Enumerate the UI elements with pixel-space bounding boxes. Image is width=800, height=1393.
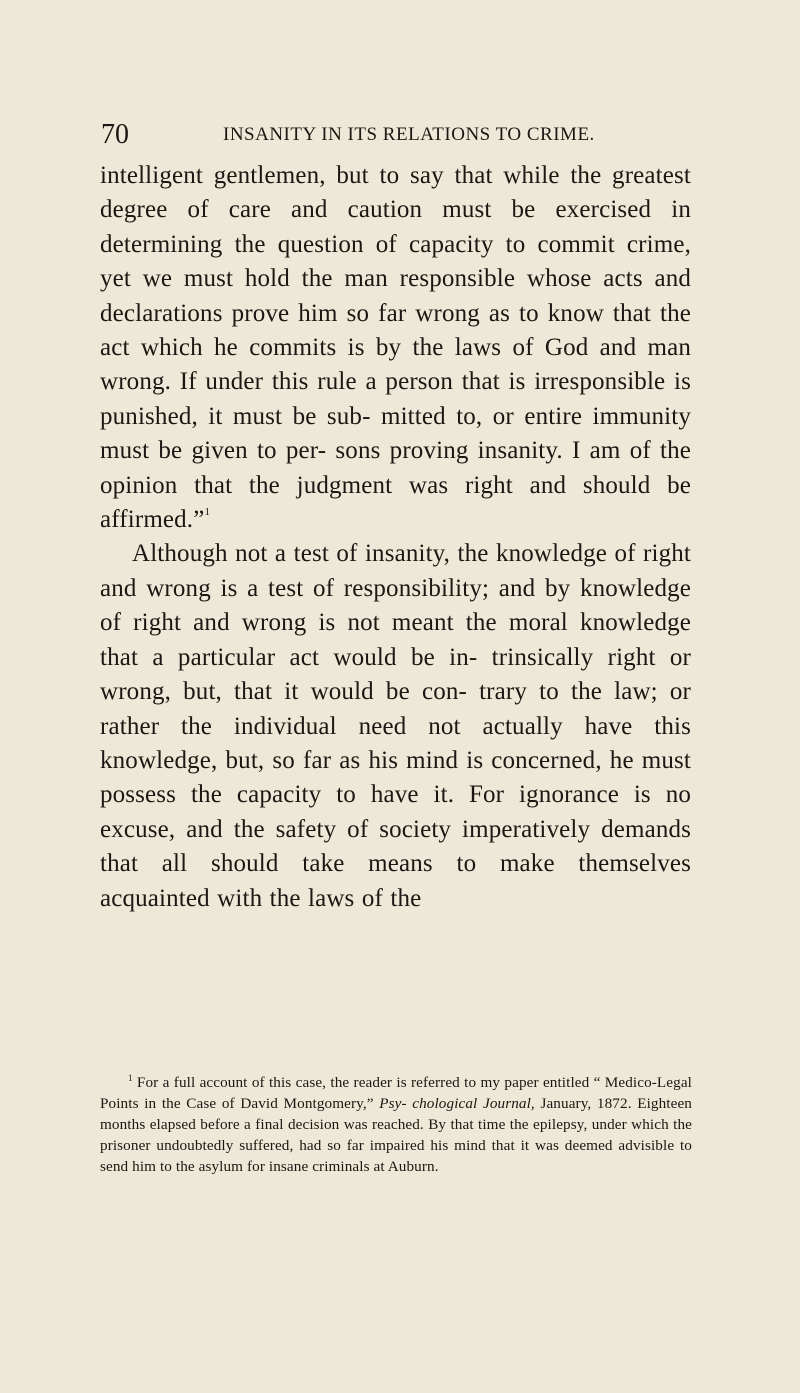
running-head: INSANITY IN ITS RELATIONS TO CRIME. <box>223 124 595 145</box>
footnote-marker: 1 <box>128 1073 133 1083</box>
footnote-text-before: For a full account of this case, the reader is referred to my paper entitled “ Medico-Legal Points in the Case of David Montgomery,” <box>100 1074 692 1112</box>
page-header <box>101 118 661 152</box>
paragraph-2: Although not a test of insanity, the knowledge of right and wrong is a test of responsibility; and by knowledge of right and wrong is not meant the moral knowledge that a particular act would be in- trinsically right or wrong, but, that it would be con- trary to the law; or rather the individual need not actually have this knowledge, but, so far as his mind is concerned, he must possess the capacity to have it. For ignorance is no excuse, and the safety of society imperatively demands that all should take means to make themselves acquainted with the laws of the <box>100 540 691 912</box>
main-text <box>100 159 691 916</box>
footnote-journal-title: Psy- chological Journal, <box>379 1095 535 1112</box>
footnote <box>100 1072 692 1177</box>
page-number: 70 <box>101 119 129 150</box>
footnote-text-after: January, 1872. Eighteen months elapsed before a final decision was reached. By that time the epilepsy, under which the prisoner undoubtedly suffered, had so far impaired his mind that it was deemed advisible to send him to the asylum for insane criminals at Auburn. <box>100 1095 692 1175</box>
paragraph-continued <box>100 159 691 537</box>
footnote-paragraph <box>100 1072 692 1177</box>
footnote-reference: 1 <box>204 506 211 519</box>
paragraph-1-text: intelligent gentlemen, but to say that while the greatest degree of care and caution must be exercised in determining the question of capacity to commit crime, yet we must hold the man responsible whose acts and declarations prove him so far wrong as to know that the act which he commits is by the laws of God and man wrong. If under this rule a person that is irresponsible is punished, it must be sub- mitted to, or entire immunity must be given to per- sons proving insanity. I am of the opinion that the judgment was right and should be affirmed.” <box>100 162 691 534</box>
